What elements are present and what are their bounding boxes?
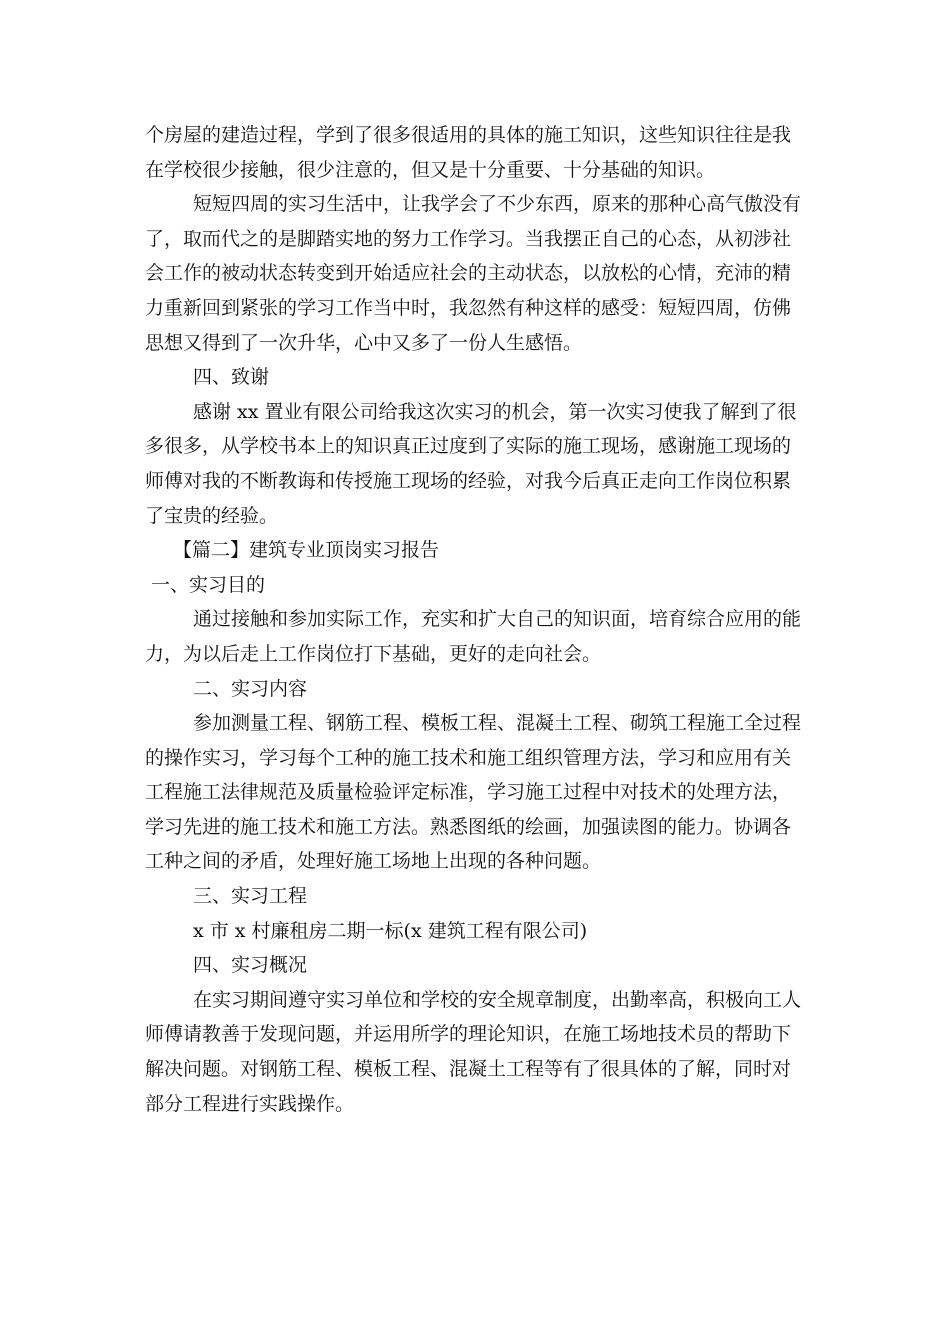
section-heading-purpose: 一、实习目的: [151, 573, 266, 596]
paragraph-four-weeks: 短短四周的实习生活中，让我学会了不少东西，原来的那种心高气傲没有了，取而代之的是脚踏实地的努力工作学习。当我摆正自己的心态，从初涉社会工作的被动状态转变到开始适应社会的主动状态，以放松的心情，充沛的精力重新回到紧张的学习工作当中时，我忽然有种这样的感受：短短四周，仿佛思想又得到了一次升华，心中又多了一份人生感悟。: [145, 193, 802, 354]
paragraph-project: x 市 x 村廉租房二期一标(x 建筑工程有限公司): [193, 919, 588, 942]
document-page: [145, 118, 807, 1121]
article-title-part-two: 【篇二】建筑专业顶岗实习报告: [173, 539, 440, 562]
paragraph-content: 参加测量工程、钢筋工程、模板工程、混凝土工程、砌筑工程施工全过程的操作实习，学习每个工种的施工技术和施工组织管理方法，学习和应用有关工程施工法律规范及质量检验评定标准，学习施工过程中对技术的处理方法，学习先进的施工技术和施工方法。熟悉图纸的绘画，加强读图的能力。协调各工种之间的矛盾，处理好施工场地上出现的各种问题。: [145, 712, 802, 873]
paragraph-acknowledgement: 感谢 xx 置业有限公司给我这次实习的机会，第一次实习使我了解到了很多很多，从学校书本上的知识真正过度到了实际的施工现场，感谢施工现场的师傅对我的不断教诲和传授施工现场的经验，对我今后真正走向工作岗位积累了宝贵的经验。: [145, 400, 797, 527]
section-heading-overview: 四、实习概况: [193, 954, 308, 977]
section-heading-project: 三、实习工程: [193, 885, 308, 908]
section-heading-content: 二、实习内容: [193, 677, 308, 700]
section-heading-acknowledgement: 四、致谢: [193, 366, 270, 389]
paragraph-continuation: 个房屋的建造过程，学到了很多很适用的具体的施工知识，这些知识往往是我在学校很少接触，很少注意的，但又是十分重要、十分基础的知识。: [145, 124, 792, 181]
paragraph-purpose: 通过接触和参加实际工作，充实和扩大自己的知识面，培育综合应用的能力，为以后走上工作岗位打下基础，更好的走向社会。: [145, 608, 802, 665]
paragraph-overview: 在实习期间遵守实习单位和学校的安全规章制度，出勤率高，积极向工人师傅请教善于发现问题，并运用所学的理论知识，在施工场地技术员的帮助下解决问题。对钢筋工程、模板工程、混凝土工程等有了很具体的了解，同时对部分工程进行实践操作。: [145, 988, 802, 1115]
